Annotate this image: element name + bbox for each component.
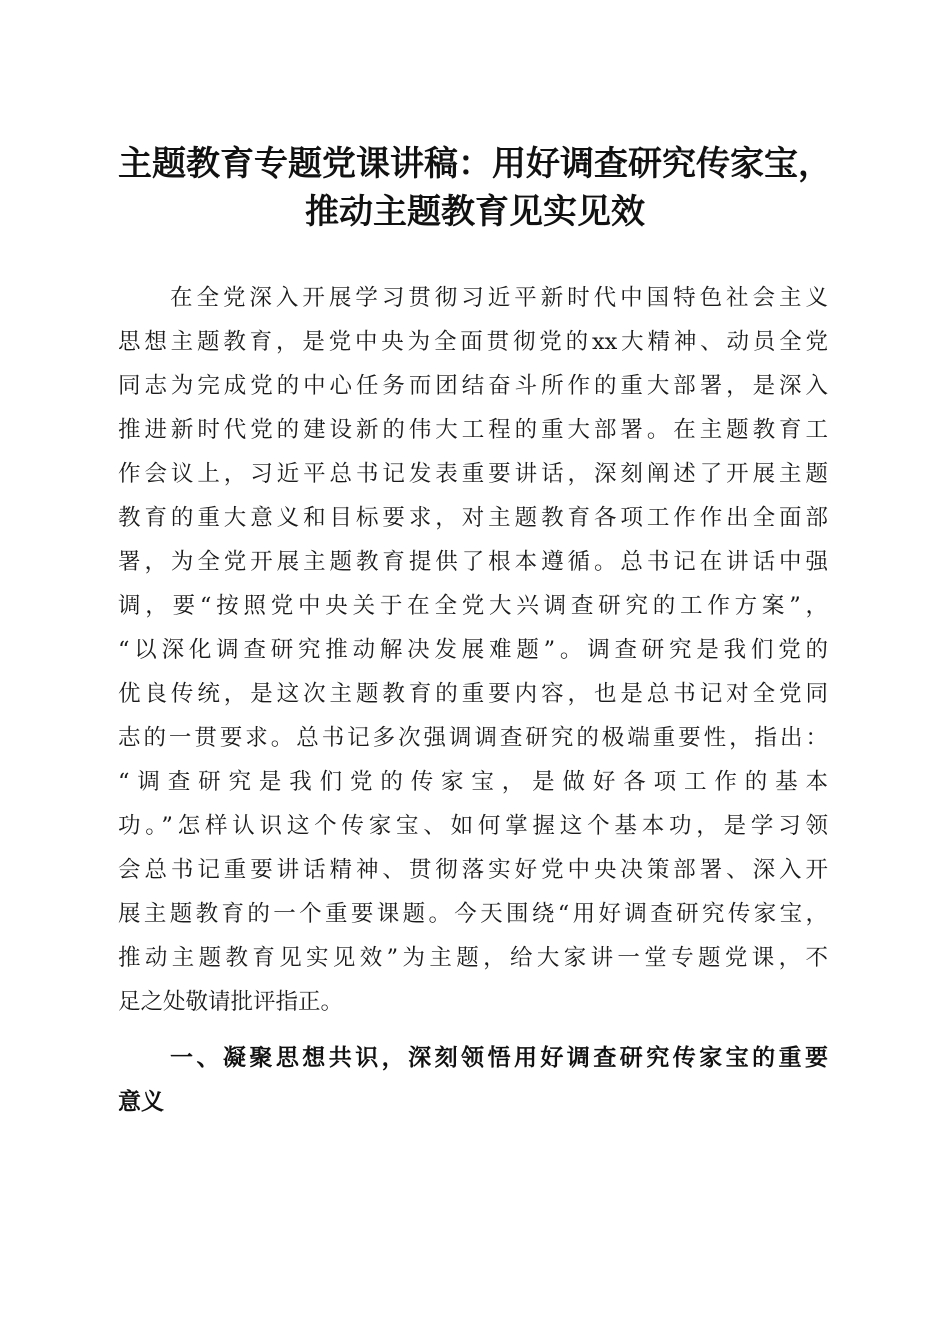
document-title-line-1: 主题教育专题党课讲稿：用好调查研究传家宝， <box>118 144 832 184</box>
paragraph-line: 同志为完成党的中心任务而团结奋斗所作的重大部署，是深入 <box>118 373 828 399</box>
section-heading-line: 一、凝聚思想共识，深刻领悟用好调查研究传家宝的重要 <box>170 1045 828 1071</box>
paragraph-line: 推动主题教育见实见效”为主题，给大家讲一堂专题党课，不 <box>118 945 828 971</box>
paragraph-line: 署，为全党开展主题教育提供了根本遵循。总书记在讲话中强 <box>118 549 828 575</box>
paragraph-line: 推进新时代党的建设新的伟大工程的重大部署。在主题教育工 <box>118 417 828 443</box>
paragraph-line: 功。”怎样认识这个传家宝、如何掌握这个基本功，是学习领 <box>118 813 828 839</box>
section-heading-line: 意义 <box>118 1089 164 1115</box>
paragraph-line: “以深化调查研究推动解决发展难题”。调查研究是我们党的 <box>118 637 828 663</box>
paragraph-line: 展主题教育的一个重要课题。今天围绕“用好调查研究传家宝， <box>118 901 828 927</box>
paragraph-line: 在全党深入开展学习贯彻习近平新时代中国特色社会主义 <box>170 285 828 311</box>
paragraph-line: 足之处敬请批评指正。 <box>118 989 344 1015</box>
paragraph-line: 作会议上，习近平总书记发表重要讲话，深刻阐述了开展主题 <box>118 461 828 487</box>
paragraph-line: 教育的重大意义和目标要求，对主题教育各项工作作出全面部 <box>118 505 828 531</box>
document-title-line-2: 推动主题教育见实见效 <box>305 192 645 232</box>
paragraph-line: 会总书记重要讲话精神、贯彻落实好党中央决策部署、深入开 <box>118 857 828 883</box>
paragraph-line: 志的一贯要求。总书记多次强调调查研究的极端重要性，指出： <box>118 725 828 751</box>
paragraph-line: 调，要“按照党中央关于在全党大兴调查研究的工作方案”， <box>118 593 828 619</box>
paragraph-line: 优良传统，是这次主题教育的重要内容，也是总书记对全党同 <box>118 681 828 707</box>
paragraph-line: “调查研究是我们党的传家宝，是做好各项工作的基本 <box>118 769 828 795</box>
paragraph-line: 思想主题教育，是党中央为全面贯彻党的xx大精神、动员全党 <box>118 329 828 355</box>
